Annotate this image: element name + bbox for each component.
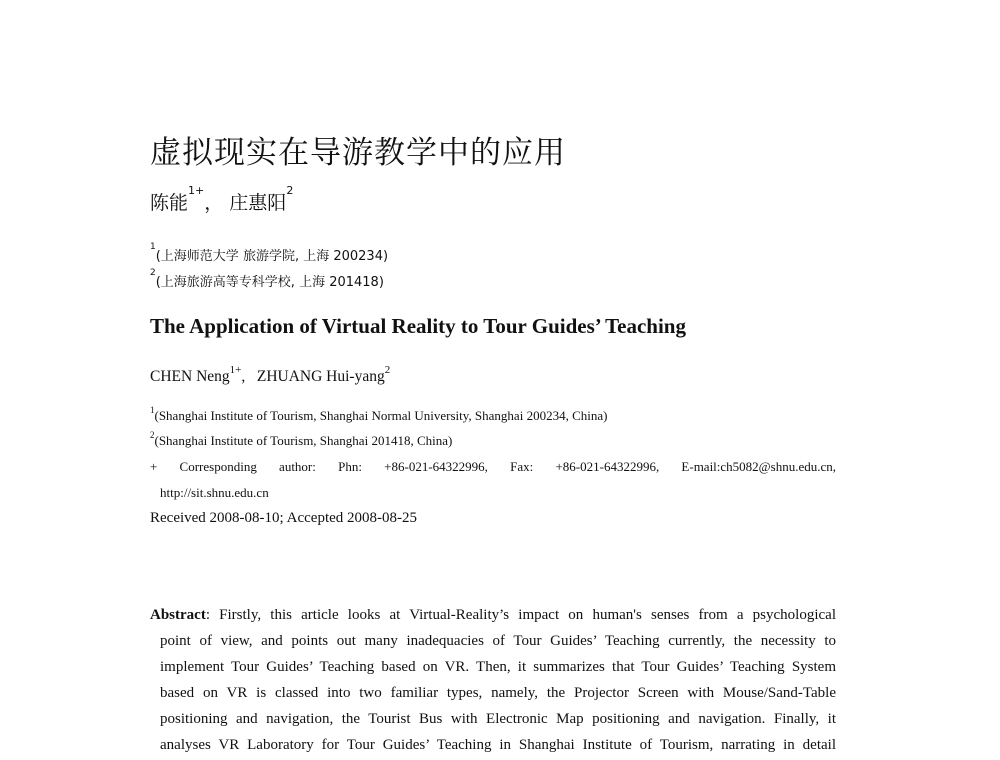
english-affiliation-2-sup: 2 — [150, 430, 155, 440]
abstract-colon: : — [205, 607, 220, 623]
abstract-text: Firstly, this article looks at Virtual-Reality’s impact on human's senses from a psychological — [219, 607, 836, 623]
english-author-2-sup: 2 — [384, 364, 391, 376]
chinese-title: 虚拟现实在导游教学中的应用 — [150, 135, 566, 171]
chinese-affiliation-2-text: (上海旅游高等专科学校, 上海 201418) — [155, 275, 384, 290]
abstract-line — [150, 602, 836, 628]
abstract-line: implement Tour Guides’ Teaching based on VR. Then, it summarizes that Tour Guides’ Teaching System — [160, 659, 836, 675]
chinese-author-1-sup: 1+ — [188, 184, 205, 197]
chinese-author-2: 庄惠阳 — [229, 192, 287, 214]
english-authors — [150, 364, 391, 386]
chinese-affiliation-1-text: (上海师范大学 旅游学院, 上海 200234) — [155, 249, 389, 264]
english-author-separator: , — [241, 368, 246, 385]
english-author-1-sup: 1+ — [229, 364, 242, 376]
chinese-affiliation-2 — [150, 268, 384, 290]
corresponding-url[interactable]: http://sit.shnu.edu.cn — [160, 485, 269, 500]
english-affiliation-2 — [150, 430, 453, 449]
chinese-authors — [150, 184, 294, 215]
abstract-label: Abstract — [150, 607, 206, 623]
english-affiliation-1-sup: 1 — [150, 405, 155, 415]
english-title: The Application of Virtual Reality to Tour Guides’ Teaching — [150, 314, 686, 338]
chinese-affiliation-1-sup: 1 — [150, 242, 156, 252]
chinese-author-1: 陈能 — [150, 192, 189, 214]
abstract-line: point of view, and points out many inadequacies of Tour Guides’ Teaching currently, the necessity to — [160, 633, 836, 649]
corresponding-author: + Corresponding author: Phn: +86-021-64322996, Fax: +86-021-64322996, E-mail:ch5082@shnu.edu.cn, — [150, 459, 836, 474]
english-affiliation-1-text: (Shanghai Institute of Tourism, Shanghai Normal University, Shanghai 200234, China) — [154, 408, 608, 423]
abstract-line: positioning and navigation, the Tourist Bus with Electronic Map positioning and navigation. Finally, it — [160, 711, 836, 727]
english-author-2: ZHUANG Hui-yang — [256, 368, 385, 385]
english-author-1: CHEN Neng — [150, 368, 230, 385]
received-accepted-dates: Received 2008-08-10; Accepted 2008-08-25 — [150, 510, 418, 526]
abstract — [150, 602, 836, 758]
abstract-line: analyses VR Laboratory for Tour Guides’ Teaching in Shanghai Institute of Tourism, narrating in detail — [160, 737, 836, 753]
chinese-author-2-sup: 2 — [286, 184, 294, 197]
chinese-affiliation-2-sup: 2 — [150, 268, 156, 278]
chinese-author-separator: ， — [204, 192, 224, 214]
abstract-line: based on VR is classed into two familiar types, namely, the Projector Screen with Mouse/Sand-Table — [160, 685, 836, 701]
chinese-affiliation-1 — [150, 242, 389, 264]
english-affiliation-2-text: (Shanghai Institute of Tourism, Shanghai 201418, China) — [154, 433, 453, 448]
english-affiliation-1 — [150, 405, 608, 424]
